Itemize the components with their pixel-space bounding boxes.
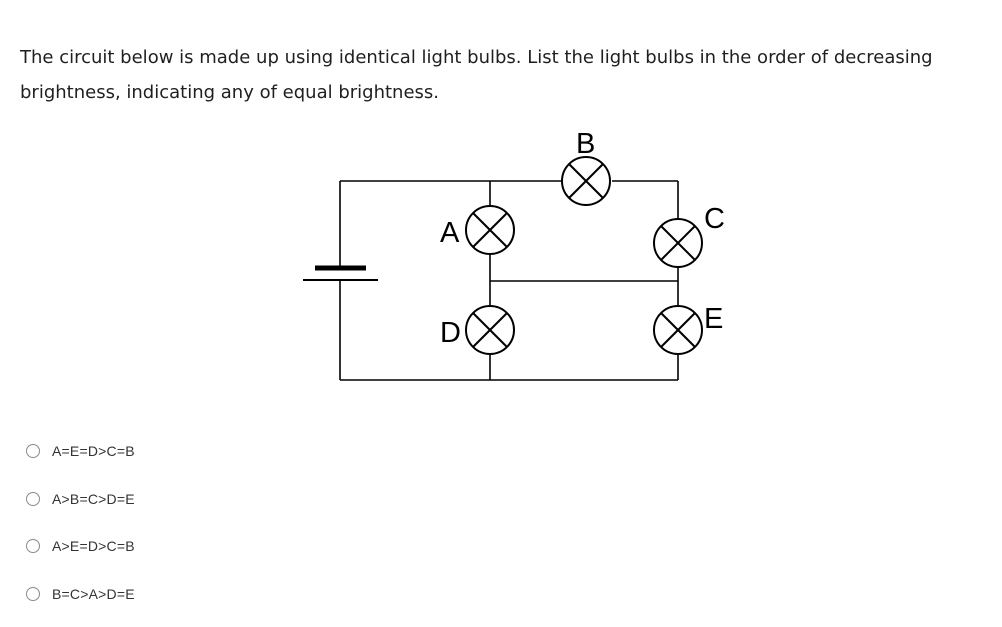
answer-option[interactable]	[26, 580, 135, 608]
battery-icon	[303, 268, 378, 280]
answer-option-label: A>E=D>C=B	[52, 538, 135, 554]
radio-button[interactable]	[26, 587, 40, 601]
answer-option[interactable]	[26, 437, 135, 465]
bulb-b-icon	[562, 157, 610, 205]
answer-option-label: A>B=C>D=E	[52, 490, 135, 507]
answer-option-label: A=E=D>C=B	[52, 443, 135, 459]
bulb-c-icon	[654, 219, 702, 267]
bulb-label-c: C	[704, 203, 725, 235]
radio-button[interactable]	[26, 492, 40, 506]
answer-option[interactable]	[26, 532, 135, 560]
bulb-label-d: D	[440, 317, 461, 349]
bulb-label-a: A	[440, 217, 460, 249]
circuit-diagram	[280, 120, 740, 390]
bulb-a-icon	[466, 206, 514, 254]
bulb-e-icon	[654, 306, 702, 354]
question-text: The circuit below is made up using identical light bulbs. List the light bulbs in the order of decreasing brightness, indicating any of equal brightness.	[20, 47, 933, 103]
answer-option-label: B=C>A>D=E	[52, 585, 135, 602]
answer-option[interactable]	[26, 485, 135, 513]
answer-options	[26, 437, 135, 627]
radio-button[interactable]	[26, 539, 40, 553]
bulb-label-b: B	[576, 128, 596, 160]
radio-button[interactable]	[26, 444, 40, 458]
bulb-label-e: E	[704, 303, 724, 335]
bulb-d-icon	[466, 306, 514, 354]
